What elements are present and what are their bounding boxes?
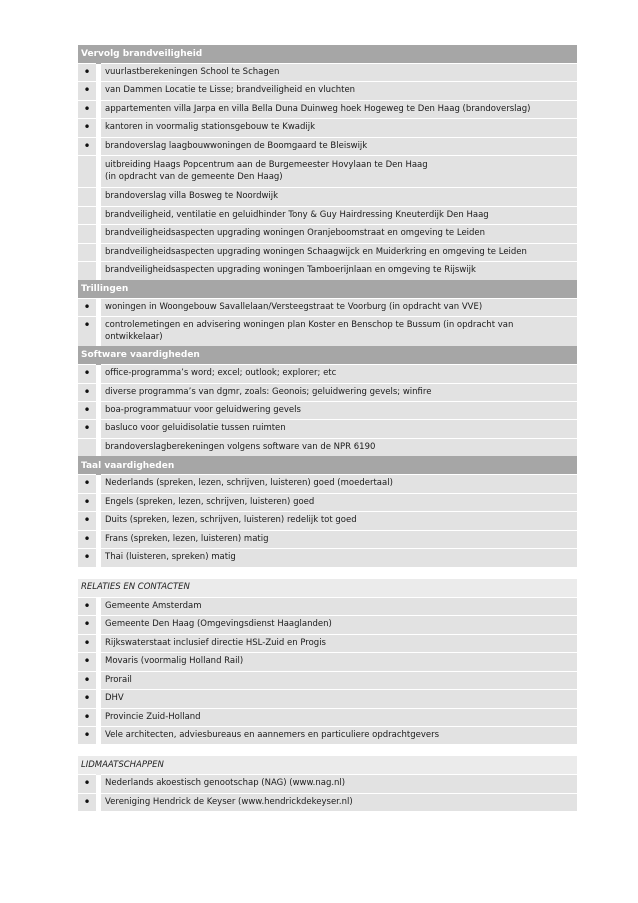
popcentrum-line: uitbreiding Haags Popcentrum aan de Burgemeester Hovylaan te Den Haag <box>105 160 428 171</box>
bullet-icon: • <box>78 383 96 401</box>
cv-continuation-sheet <box>78 45 577 811</box>
list-item: • Prorail <box>78 671 577 689</box>
list-item: • Duits (spreken, lezen, schrijven, luisteren) redelijk tot goed <box>78 512 577 530</box>
bullet-icon: • <box>78 708 96 726</box>
bullet-icon: • <box>78 365 96 383</box>
bullet-icon: • <box>78 82 96 100</box>
list-item: • controlemetingen en advisering woningen plan Koster en Benschop te Bussum (in opdracht van ontwikkelaar) <box>78 317 577 346</box>
list-item: • kantoren in voormalig stationsgebouw te Kwadijk <box>78 119 577 137</box>
bullet-icon: • <box>78 401 96 419</box>
section-header-software: Software vaardigheden <box>78 346 577 365</box>
list-item: brandoverslagberekeningen volgens software van de NPR 6190 <box>78 438 577 456</box>
section-header-trillingen: Trillingen <box>78 280 577 299</box>
list-item: • diverse programma’s van dgmr, zoals: Geonois; geluidwering gevels; winfire <box>78 383 577 401</box>
list-item: • office-programma’s word; excel; outlook; explorer; etc <box>78 365 577 383</box>
bullet-icon: • <box>78 137 96 155</box>
list-item: • Movaris (voormalig Holland Rail) <box>78 653 577 671</box>
bullet-icon: • <box>78 775 96 793</box>
list-item: • Rijkswaterstaat inclusief directie HSL-Zuid en Progis <box>78 634 577 652</box>
list-item: • basluco voor geluidisolatie tussen ruimten <box>78 420 577 438</box>
bullet-icon: • <box>78 475 96 493</box>
list-item: • DHV <box>78 690 577 708</box>
list-item: brandveiligheid, ventilatie en geluidhinder Tony & Guy Hairdressing Kneuterdijk Den Haag <box>78 206 577 224</box>
list-item: • Gemeente Den Haag (Omgevingsdienst Haaglanden) <box>78 616 577 634</box>
list-item: • Provincie Zuid-Holland <box>78 708 577 726</box>
bullet-icon: • <box>78 653 96 671</box>
bullet-icon: • <box>78 100 96 118</box>
bullet-icon: • <box>78 597 96 615</box>
list-item: brandveiligheidsaspecten upgrading woningen Oranjeboomstraat en omgeving te Leiden <box>78 225 577 243</box>
bullet-icon: • <box>78 793 96 811</box>
list-item: • Vele architecten, adviesbureaus en aannemers en particuliere opdrachtgevers <box>78 727 577 745</box>
popcentrum-note: (in opdracht van de gemeente Den Haag) <box>105 171 283 182</box>
list-item: • van Dammen Locatie te Lisse; brandveiligheid en vluchten <box>78 82 577 100</box>
bullet-icon: • <box>78 616 96 634</box>
list-item: • vuurlastberekeningen School te Schagen <box>78 64 577 82</box>
section-header-taal: Taal vaardigheden <box>78 456 577 475</box>
list-item: • Vereniging Hendrick de Keyser (www.hendrickdekeyser.nl) <box>78 793 577 811</box>
list-item: • Engels (spreken, lezen, schrijven, luisteren) goed <box>78 493 577 511</box>
section-header-lidmaatschappen: LIDMAATSCHAPPEN <box>78 756 577 775</box>
bullet-icon: • <box>78 634 96 652</box>
list-item: • Nederlands akoestisch genootschap (NAG) (www.nag.nl) <box>78 775 577 793</box>
list-item: • Frans (spreken, lezen, luisteren) matig <box>78 530 577 548</box>
list-item: brandveiligheidsaspecten upgrading woningen Schaagwijck en Muiderkring en omgeving te Leiden <box>78 243 577 261</box>
bullet-icon: • <box>78 298 96 316</box>
list-item: brandoverslag villa Bosweg te Noordwijk <box>78 188 577 206</box>
bullet-icon: • <box>78 64 96 82</box>
list-item: • Nederlands (spreken, lezen, schrijven, luisteren) goed (moedertaal) <box>78 475 577 493</box>
bullet-icon: • <box>78 420 96 438</box>
list-item: • brandoverslag laagbouwwoningen de Boomgaard te Bleiswijk <box>78 137 577 155</box>
bullet-icon: • <box>78 512 96 530</box>
bullet-icon: • <box>78 119 96 137</box>
bullet-icon: • <box>78 493 96 511</box>
bullet-icon: • <box>78 317 96 346</box>
bullet-icon: • <box>78 690 96 708</box>
cv-table <box>78 45 577 811</box>
list-item: • Thai (luisteren, spreken) matig <box>78 549 577 567</box>
bullet-icon: • <box>78 549 96 567</box>
list-item: • appartementen villa Jarpa en villa Bella Duna Duinweg hoek Hogeweg te Den Haag (brandoverslag) <box>78 100 577 118</box>
section-header-brandveiligheid: Vervolg brandveiligheid <box>78 45 577 64</box>
list-item: • Gemeente Amsterdam <box>78 597 577 615</box>
list-item: • woningen in Woongebouw Savallelaan/Versteegstraat te Voorburg (in opdracht van VVE) <box>78 298 577 316</box>
section-header-relaties: RELATIES EN CONTACTEN <box>78 579 577 598</box>
bullet-icon: • <box>78 671 96 689</box>
list-item <box>78 156 577 188</box>
bullet-icon: • <box>78 530 96 548</box>
list-item: • boa-programmatuur voor geluidwering gevels <box>78 401 577 419</box>
list-item: brandveiligheidsaspecten upgrading woningen Tamboerijnlaan en omgeving te Rijswijk <box>78 262 577 280</box>
bullet-icon: • <box>78 727 96 745</box>
